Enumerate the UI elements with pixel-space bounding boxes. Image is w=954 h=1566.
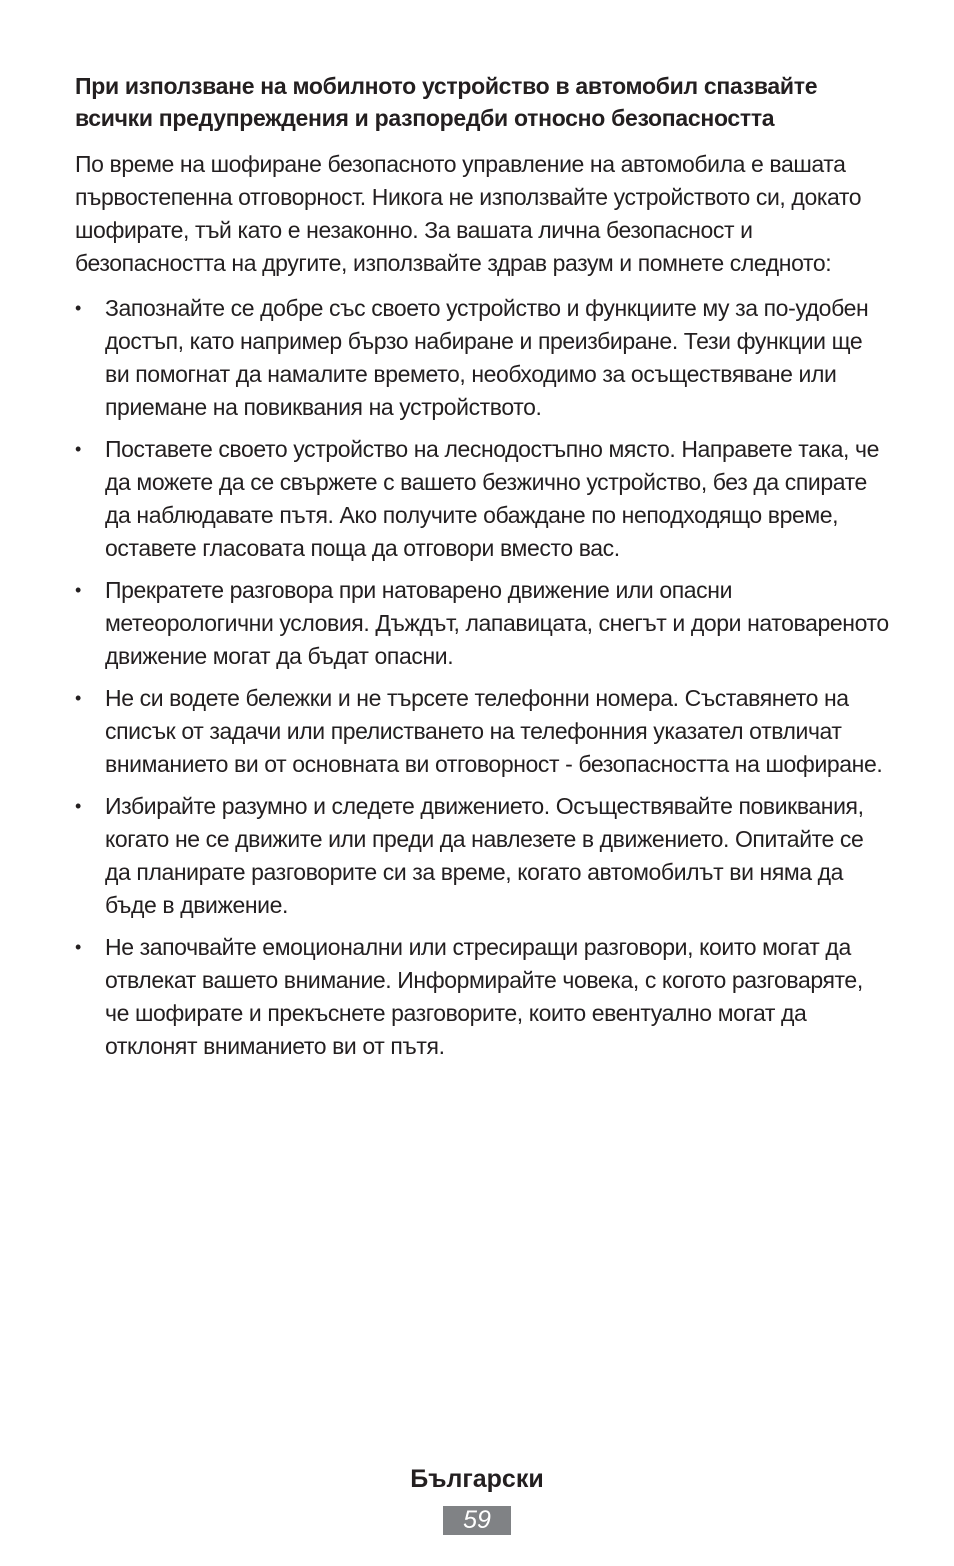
bullet-text: Не си водете бележки и не търсете телефонни номера. Съставянето на списък от задачи или прелистването на телефонния указател отвличат вниманието ви от основната ви отговорност - безопасността на шофиране. (105, 685, 883, 777)
bullet-text: Прекратете разговора при натоварено движение или опасни метеорологични условия. Дъждът, лапавицата, снегът и дори натовареното движение могат да бъдат опасни. (105, 577, 889, 669)
bullet-marker: • (75, 796, 81, 816)
bullet-text: Поставете своето устройство на леснодостъпно място. Направете така, че да можете да се свържете с вашето безжично устройство, без да спирате да наблюдавате пътя. Ако получите обаждане по неподходящо време, оставете гласовата поща да отговори вместо вас. (105, 436, 879, 561)
safety-bullet-list (75, 292, 890, 1063)
bullet-item (75, 433, 890, 565)
bullet-marker: • (75, 298, 81, 318)
bullet-item (75, 682, 890, 781)
bullet-text: Не започвайте емоционални или стресиращи разговори, които могат да отвлекат вашето внимание. Информирайте човека, с когото разговаряте, че шофирате и прекъснете разговорите, които евентуално могат да отклонят вниманието ви от пътя. (105, 934, 863, 1059)
bullet-item (75, 790, 890, 922)
page-number-badge: 59 (443, 1506, 511, 1535)
bullet-marker: • (75, 439, 81, 459)
section-heading: При използване на мобилното устройство в автомобил спазвайте всички предупреждения и разпоредби относно безопасността (75, 73, 818, 131)
bullet-item (75, 292, 890, 424)
intro-paragraph: По време на шофиране безопасното управление на автомобила е вашата първостепенна отговорност. Никога не използвайте устройството си, докато шофирате, тъй като е незаконно. За вашата лична безопасност и безопасността на другите, използвайте здрав разум и помнете следното: (75, 151, 862, 276)
bullet-item (75, 574, 890, 673)
footer-language-label: Български (410, 1465, 544, 1493)
bullet-marker: • (75, 688, 81, 708)
bullet-text: Запознайте се добре със своето устройство и функциите му за по-удобен достъп, като например бързо набиране и преизбиране. Тези функции ще ви помогнат да намалите времето, необходимо за осъществяване или приемане на повиквания на устройството. (105, 295, 869, 420)
bullet-text: Избирайте разумно и следете движението. Осъществявайте повиквания, когато не се движите или преди да навлезете в движението. Опитайте се да планирате разговорите си за време, когато автомобилът ви няма да бъде в движение. (105, 793, 864, 918)
bullet-marker: • (75, 937, 81, 957)
bullet-marker: • (75, 580, 81, 600)
bullet-item (75, 931, 890, 1063)
page-content (75, 70, 890, 1072)
